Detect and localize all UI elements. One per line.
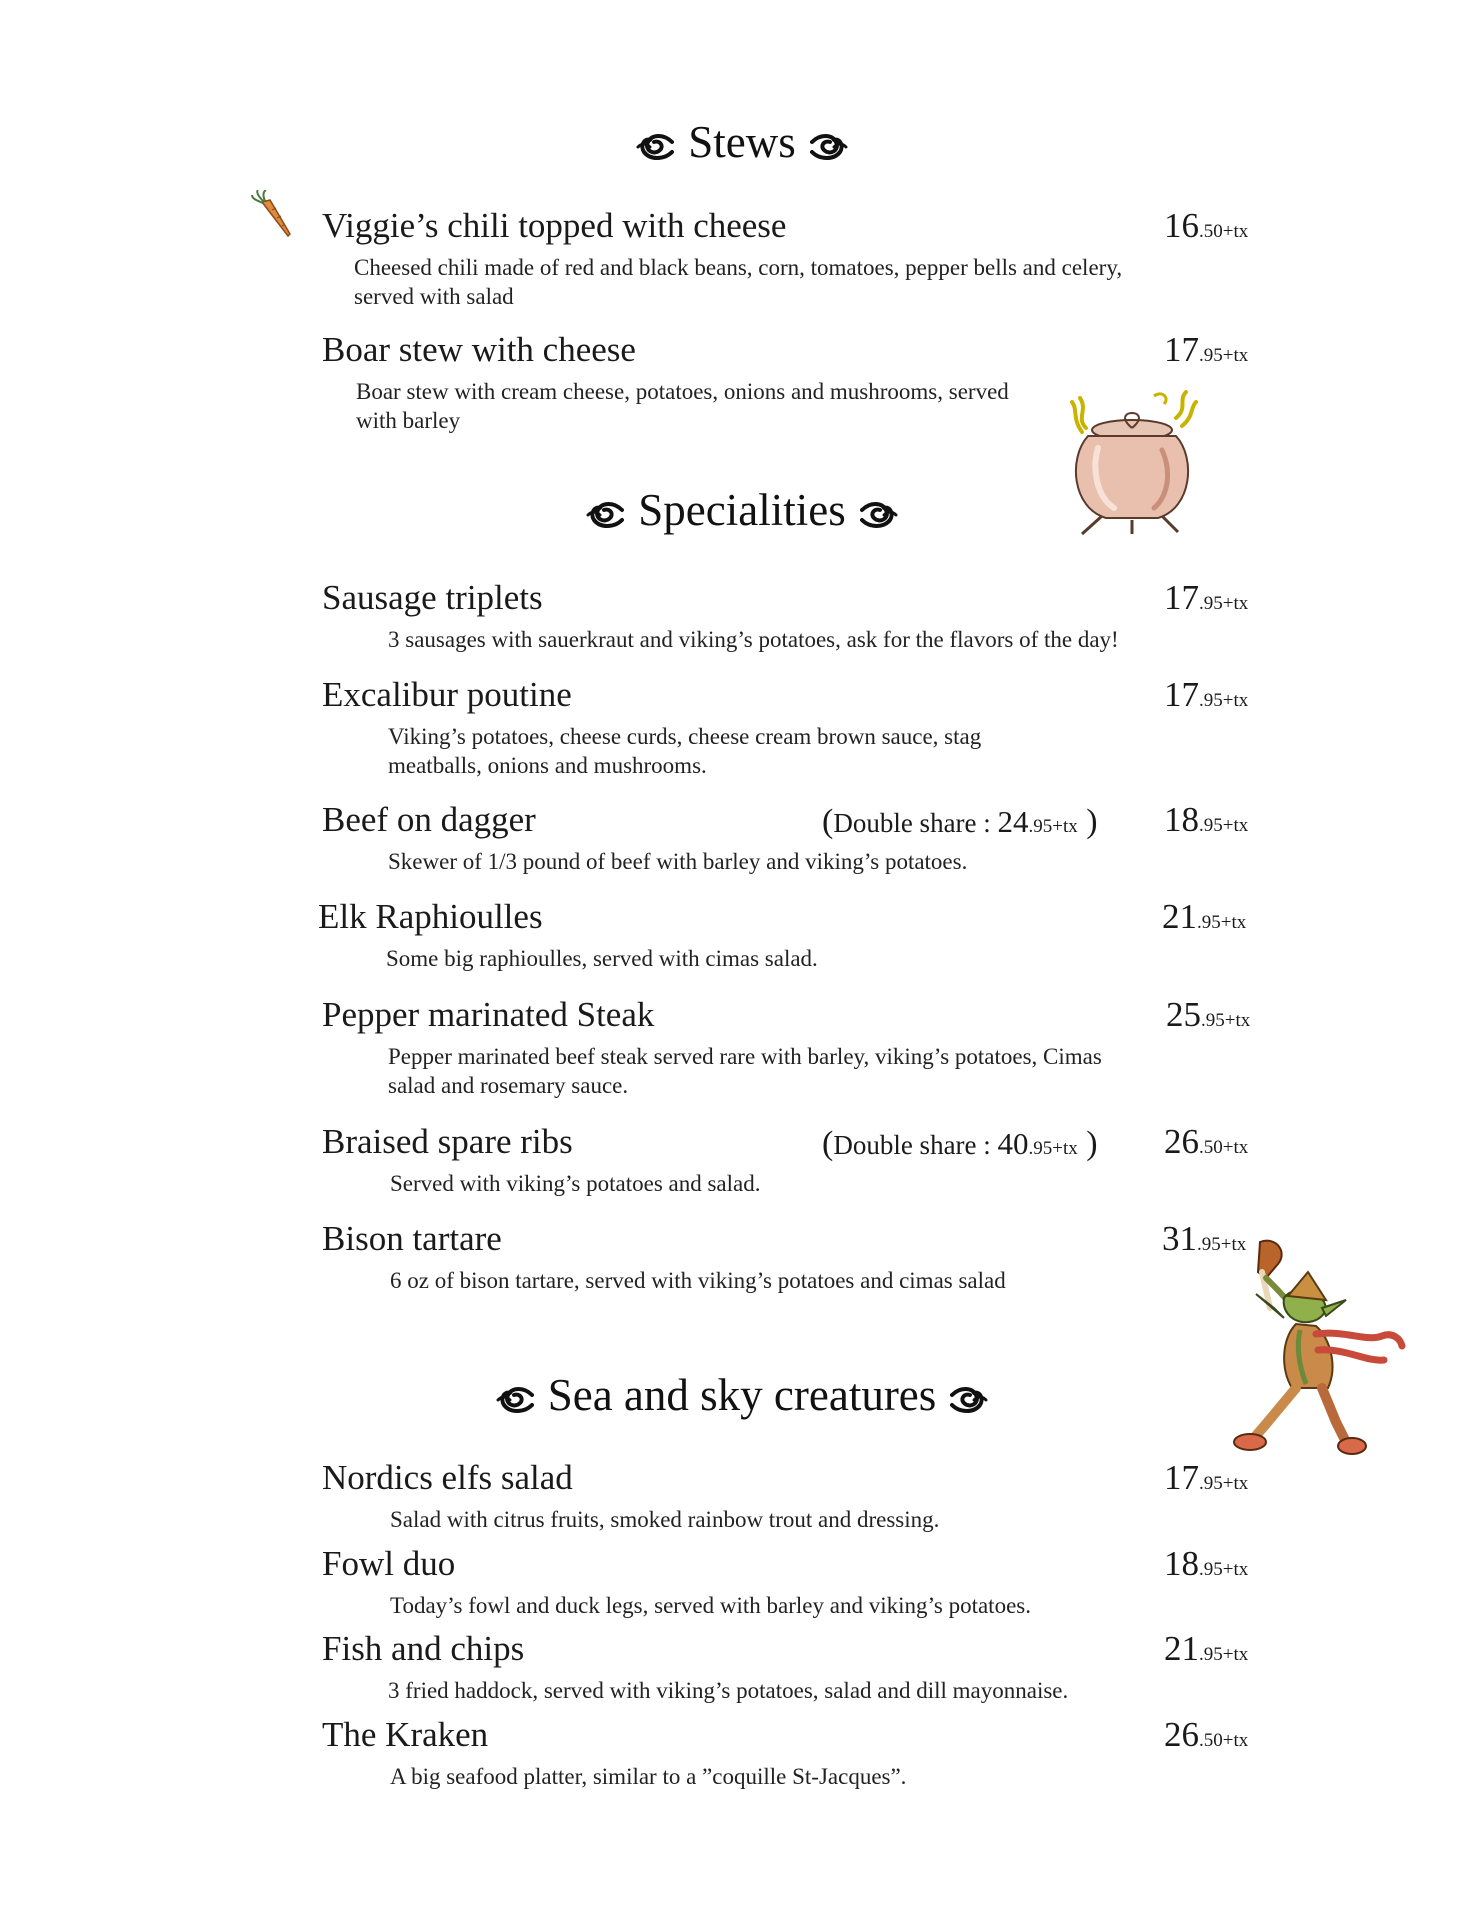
item-name: Viggie’s chili topped with cheese (322, 206, 787, 245)
price-cents: .95 (1199, 815, 1223, 836)
item-price (1164, 578, 1248, 618)
price-cents: .95 (1199, 1644, 1223, 1665)
item-description: Some big raphioulles, served with cimas salad. (386, 946, 818, 971)
price-suffix: +tx (1222, 690, 1249, 711)
swirl-ornament-left-icon (584, 500, 624, 530)
swirl-ornament-right-icon (860, 500, 900, 530)
item-name: Fish and chips (322, 1629, 525, 1668)
price-main: 17 (1164, 578, 1199, 617)
share-main: 40 (997, 1126, 1029, 1161)
item-description: Pepper marinated beef steak served rare with barley, viking’s potatoes, Cimas salad and rosemary sauce. (388, 1044, 1102, 1098)
item-name: Elk Raphioulles (318, 897, 543, 936)
price-suffix: +tx (1222, 1730, 1249, 1751)
price-main: 21 (1162, 897, 1197, 936)
item-description: Viking’s potatoes, cheese curds, cheese cream brown sauce, stag meatballs, onions and mushrooms. (388, 724, 982, 778)
item-price (1164, 206, 1248, 246)
price-cents: .95 (1201, 1010, 1225, 1031)
price-suffix: +tx (1220, 1234, 1247, 1255)
swirl-ornament-right-icon (950, 1385, 990, 1415)
item-name: Excalibur poutine (322, 675, 572, 714)
item-price (1164, 1122, 1248, 1162)
price-cents: .95 (1199, 1559, 1223, 1580)
price-suffix: +tx (1224, 1010, 1251, 1031)
price-main: 18 (1164, 1544, 1199, 1583)
double-share-price: (Double share : 40.95+tx ) (822, 1125, 1098, 1162)
item-name: Pepper marinated Steak (322, 995, 655, 1034)
carrot-icon (250, 190, 294, 240)
price-suffix: +tx (1222, 1137, 1249, 1158)
item-description: 6 oz of bison tartare, served with viking’s potatoes and cimas salad (390, 1268, 1006, 1293)
item-description: 3 sausages with sauerkraut and viking’s potatoes, ask for the flavors of the day! (388, 627, 1119, 652)
price-cents: .95 (1199, 1473, 1223, 1494)
price-main: 26 (1164, 1715, 1199, 1754)
price-cents: .50 (1199, 1137, 1223, 1158)
item-description: 3 fried haddock, served with viking’s potatoes, salad and dill mayonnaise. (388, 1678, 1069, 1703)
swirl-ornament-left-icon (494, 1385, 534, 1415)
price-suffix: +tx (1220, 912, 1247, 933)
price-cents: .50 (1199, 1730, 1223, 1751)
swirl-ornament-left-icon (634, 132, 674, 162)
price-cents: .95 (1199, 593, 1223, 614)
item-name: The Kraken (322, 1715, 489, 1754)
item-name: Boar stew with cheese (322, 330, 636, 369)
price-suffix: +tx (1222, 221, 1249, 242)
double-share-price: (Double share : 24.95+tx ) (822, 803, 1098, 840)
section-heading-stews (0, 116, 1484, 168)
item-description: Cheesed chili made of red and black beans, corn, tomatoes, pepper bells and celery, served with salad (354, 255, 1123, 309)
item-price (1164, 800, 1248, 840)
price-cents: .95 (1199, 345, 1223, 366)
price-main: 25 (1166, 995, 1201, 1034)
swirl-ornament-right-icon (810, 132, 850, 162)
item-name: Sausage triplets (322, 578, 543, 617)
item-price (1164, 1544, 1248, 1584)
price-main: 26 (1164, 1122, 1199, 1161)
price-main: 17 (1164, 1458, 1199, 1497)
price-cents: .50 (1199, 221, 1223, 242)
price-main: 21 (1164, 1629, 1199, 1668)
item-name: Bison tartare (322, 1219, 502, 1258)
goblin-illustration (1196, 1238, 1414, 1460)
item-description: A big seafood platter, similar to a ”coquille St-Jacques”. (390, 1764, 907, 1789)
item-description: Served with viking’s potatoes and salad. (390, 1171, 761, 1196)
item-price (1164, 330, 1248, 370)
price-main: 17 (1164, 675, 1199, 714)
price-suffix: +tx (1222, 593, 1249, 614)
price-main: 18 (1164, 800, 1199, 839)
section-heading-specialities (0, 484, 1484, 536)
price-cents: .95 (1197, 1234, 1221, 1255)
price-main: 31 (1162, 1219, 1197, 1258)
item-price (1164, 1715, 1248, 1755)
share-cents: .95+tx (1028, 816, 1078, 837)
item-name: Beef on dagger (322, 800, 536, 839)
section-title: Specialities (638, 485, 846, 535)
section-heading-sea-and-sky (0, 1369, 1484, 1421)
price-main: 16 (1164, 206, 1199, 245)
price-suffix: +tx (1222, 1473, 1249, 1494)
price-suffix: +tx (1222, 1559, 1249, 1580)
item-price (1164, 1458, 1248, 1498)
share-main: 24 (997, 804, 1029, 839)
section-title: Stews (688, 117, 796, 167)
item-price (1166, 995, 1250, 1035)
price-cents: .95 (1199, 690, 1223, 711)
item-price (1164, 1629, 1248, 1669)
price-suffix: +tx (1222, 1644, 1249, 1665)
price-suffix: +tx (1222, 345, 1249, 366)
item-name: Fowl duo (322, 1544, 456, 1583)
price-main: 17 (1164, 330, 1199, 369)
item-description: Skewer of 1/3 pound of beef with barley and viking’s potatoes. (388, 849, 968, 874)
item-description: Salad with citrus fruits, smoked rainbow trout and dressing. (390, 1507, 940, 1532)
item-price (1162, 897, 1246, 937)
item-name: Nordics elfs salad (322, 1458, 573, 1497)
item-price (1164, 675, 1248, 715)
share-cents: .95+tx (1028, 1138, 1078, 1159)
section-title: Sea and sky creatures (547, 1370, 937, 1420)
item-description: Today’s fowl and duck legs, served with barley and viking’s potatoes. (390, 1593, 1031, 1618)
price-suffix: +tx (1222, 815, 1249, 836)
item-description: Boar stew with cream cheese, potatoes, onions and mushrooms, served with barley (356, 379, 1009, 433)
share-label: Double share : (833, 1130, 998, 1160)
item-name: Braised spare ribs (322, 1122, 573, 1161)
share-label: Double share : (833, 808, 998, 838)
price-cents: .95 (1197, 912, 1221, 933)
